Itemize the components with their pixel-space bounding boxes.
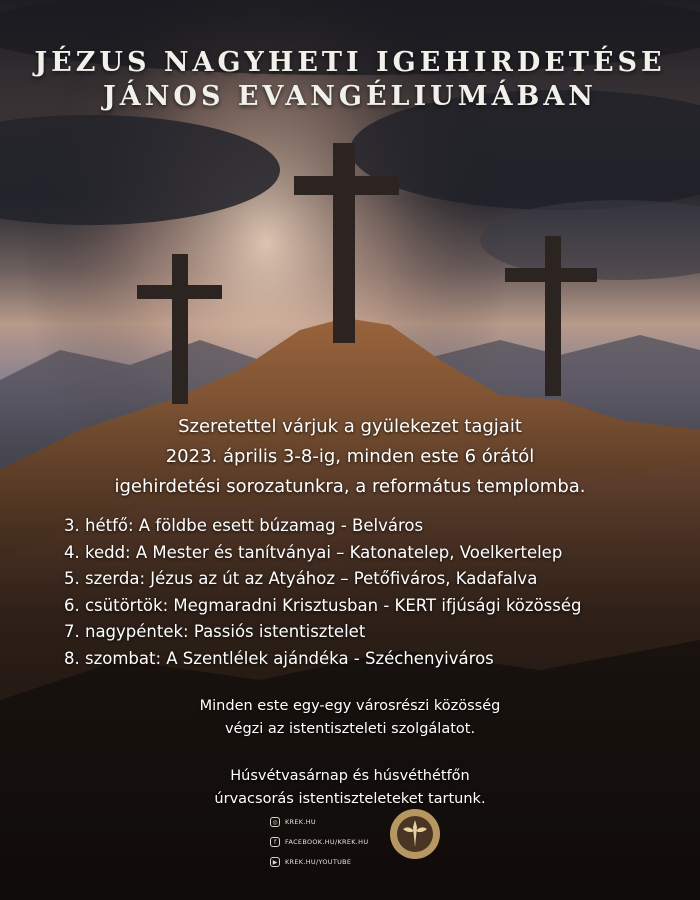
church-logo [388,807,442,861]
schedule-item: 6. csütörtök: Megmaradni Krisztusban - KERT ifjúsági közösség [64,595,582,615]
intro-line: 2023. április 3-8-ig, minden este 6 órától [165,446,535,467]
note-line: Húsvétvasárnap és húsvéthétfőn [230,768,470,784]
facebook-label: FACEBOOK.HU/KREK.HU [285,838,369,846]
service-note [0,695,700,741]
schedule-item: 5. szerda: Jézus az út az Atyához – Petőfiváros, Kadafalva [64,569,538,588]
youtube-icon: ▶ [270,857,280,867]
note-line: végzi az istentiszteleti szolgálatot. [224,721,476,737]
schedule-item: 8. szombat: A Szentlélek ajándéka - Széchenyiváros [64,648,494,668]
youtube-label: KREK.HU/YOUTUBE [285,858,352,866]
title-line-2: JÁNOS EVANGÉLIUMÁBAN [103,81,597,112]
schedule-item: 3. hétfő: A földbe esett búzamag - Belváros [64,516,424,535]
globe-icon: ◎ [270,817,280,827]
website-label: KREK.HU [285,818,316,826]
intro-line: igehirdetési sorozatunkra, a református templomba. [114,476,586,497]
schedule-item: 7. nagypéntek: Passiós istentisztelet [64,622,366,641]
easter-note [0,765,700,811]
schedule-item: 4. kedd: A Mester és tanítványai – Katonatelep, Voelkertelep [64,542,563,562]
note-line: Minden este egy-egy városrészi közösség [199,698,501,714]
intro-text [0,412,700,502]
schedule-list [64,513,684,672]
facebook-icon: f [270,837,280,847]
intro-line: Szeretettel várjuk a gyülekezet tagjait [178,416,522,437]
title-line-1: JÉZUS NAGYHETI IGEHIRDETÉSE [34,47,666,78]
note-line: úrvacsorás istentiszteleteket tartunk. [214,791,486,807]
